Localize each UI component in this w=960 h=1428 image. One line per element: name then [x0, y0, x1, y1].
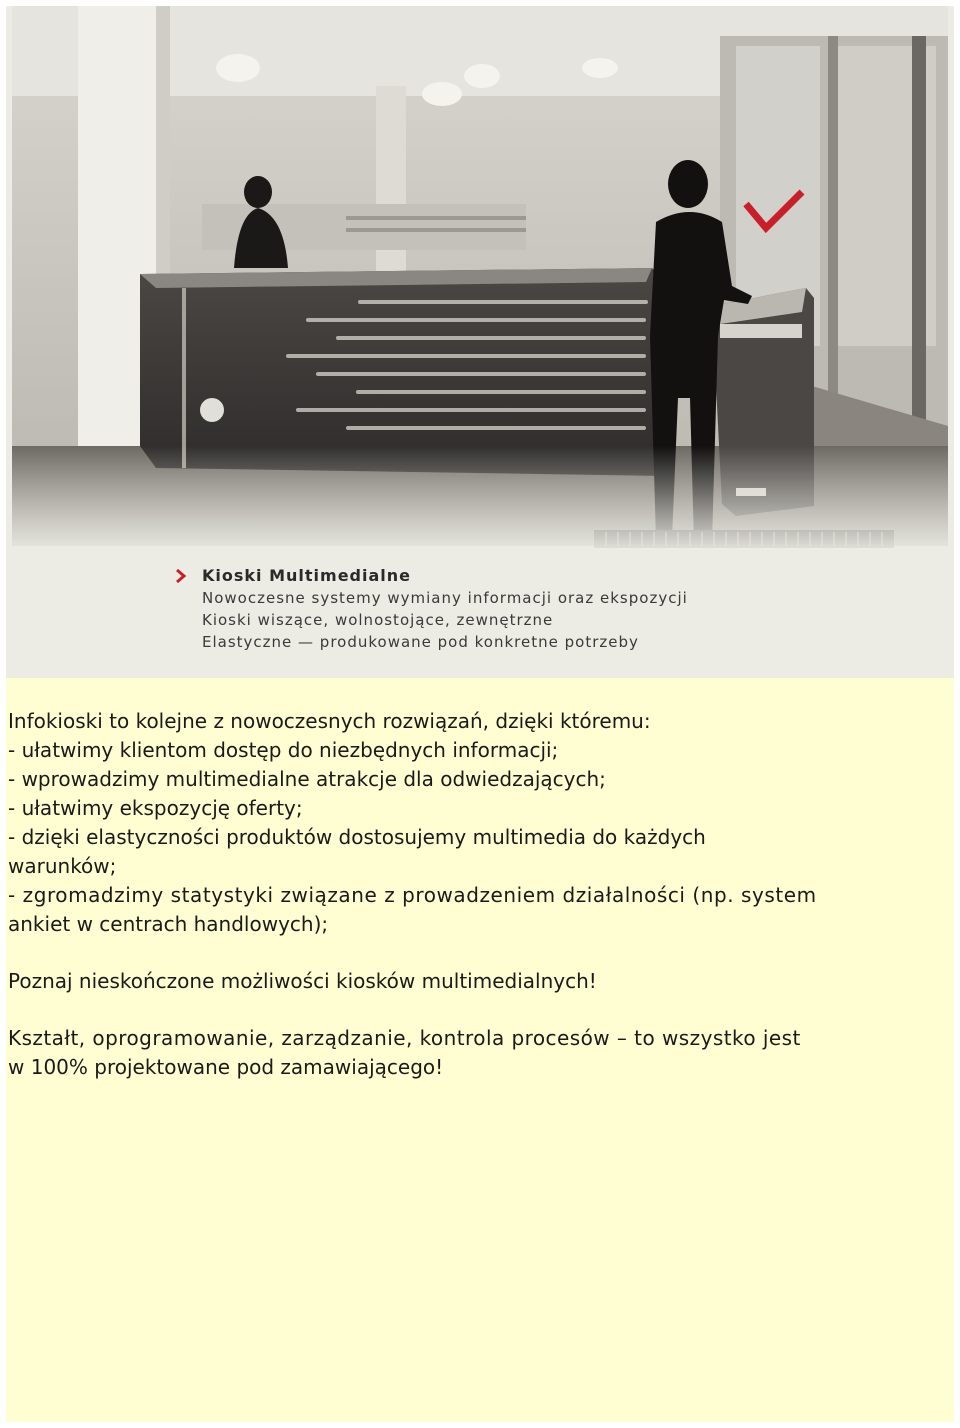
chevron-right-icon: [174, 568, 188, 584]
banner-caption-line: Elastyczne — produkowane pod konkretne potrzeby: [202, 633, 639, 651]
paragraph: Poznaj nieskończone możliwości kiosków multimedialnych!: [8, 969, 597, 993]
list-item: - wprowadzimy multimedialne atrakcje dla odwiedzających;: [8, 767, 606, 791]
paragraph: w 100% projektowane pod zamawiającego!: [8, 1055, 444, 1079]
banner-caption-line: Nowoczesne systemy wymiany informacji oraz ekspozycji: [202, 589, 688, 607]
paragraph: Kształt, oprogramowanie, zarządzanie, kontrola procesów – to wszystko jest: [8, 1026, 801, 1050]
lobby-photo: [6, 6, 954, 678]
page: [6, 6, 954, 1422]
kiosk-banner-image: [6, 6, 954, 678]
list-item: - ułatwimy klientom dostęp do niezbędnych informacji;: [8, 738, 559, 762]
list-item: warunków;: [8, 854, 117, 878]
banner-caption-line: Kioski wiszące, wolnostojące, zewnętrzne: [202, 611, 554, 629]
intro-text: Infokioski to kolejne z nowoczesnych rozwiązań, dzięki któremu:: [8, 709, 651, 733]
banner-caption-title: Kioski Multimedialne: [202, 566, 412, 585]
list-item: - zgromadzimy statystyki związane z prowadzeniem działalności (np. system: [8, 883, 817, 907]
list-item: - ułatwimy ekspozycję oferty;: [8, 796, 303, 820]
body-text: [8, 707, 954, 1082]
list-item: - dzięki elastyczności produktów dostosujemy multimedia do każdych: [8, 825, 706, 849]
list-item: ankiet w centrach handlowych);: [8, 912, 329, 936]
